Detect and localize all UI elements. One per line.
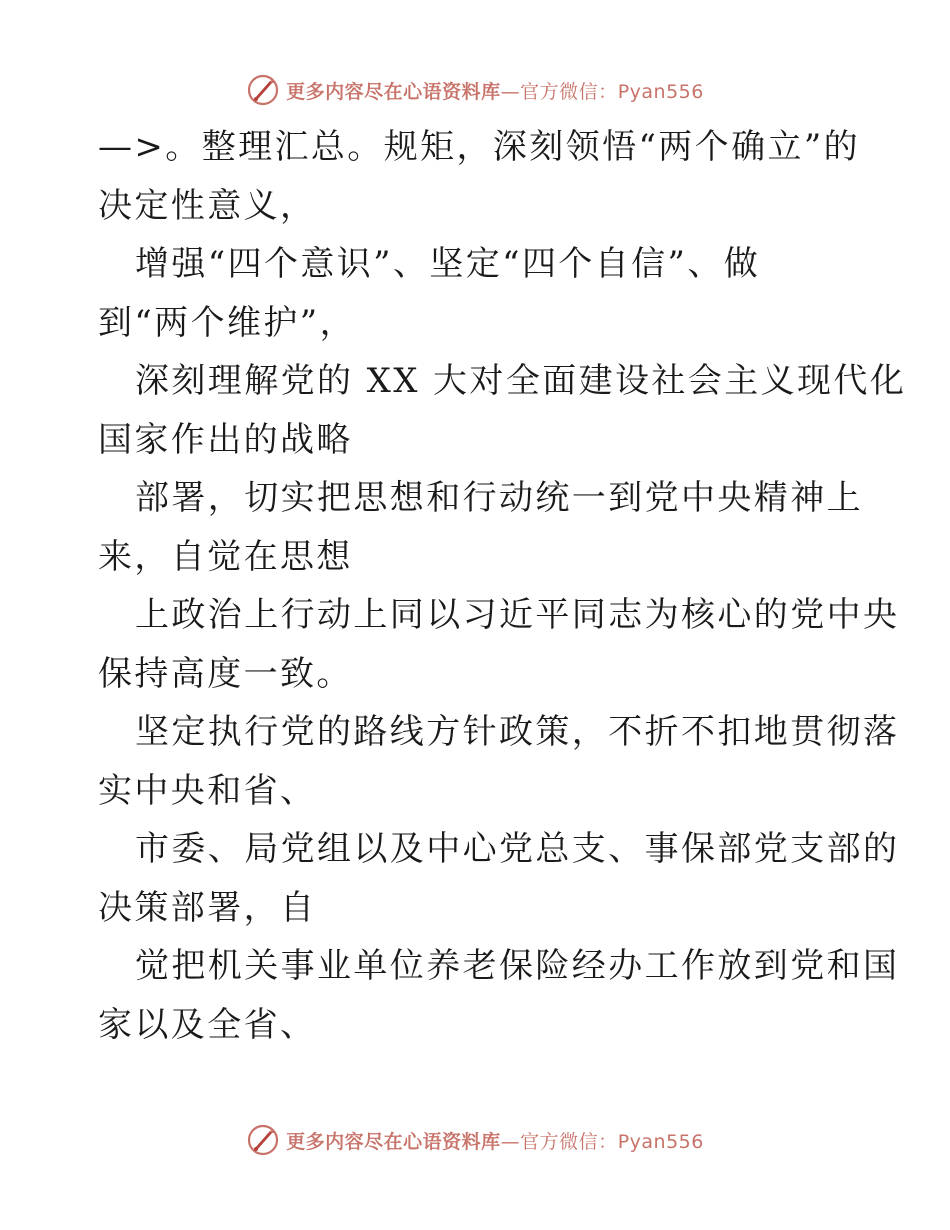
- watermark-id: Pyan556: [617, 80, 704, 103]
- watermark-id: Pyan556: [617, 1130, 704, 1153]
- watermark-text: [286, 1127, 704, 1154]
- text-line: 来，自觉在思想: [98, 536, 353, 577]
- text-line: 决策部署，自: [98, 887, 317, 928]
- header-watermark: [0, 70, 950, 110]
- text-line: 增强“四个意识”、坚定“四个自信”、做: [135, 244, 761, 284]
- text-line: 到“两个维护”，: [98, 302, 356, 343]
- document-body: [98, 118, 907, 1054]
- text-line: 实中央和省、: [98, 770, 317, 811]
- text-line: 市委、局党组以及中心党总支、事保部党支部的: [135, 829, 900, 869]
- watermark-dash: —: [500, 1130, 521, 1153]
- text-line: —>。整理汇总。规矩，深刻领悟“两个确立”的: [98, 127, 861, 167]
- text-line: 深刻理解党的 XX 大对全面建设社会主义现代化: [135, 361, 907, 401]
- watermark-text: [286, 77, 704, 104]
- watermark-label: 官方微信：: [520, 1130, 618, 1153]
- watermark-dash: —: [500, 80, 521, 103]
- quill-pen-logo-icon: [246, 73, 280, 107]
- text-line: 觉把机关事业单位养老保险经办工作放到党和国: [135, 946, 900, 986]
- text-line: 家以及全省、: [98, 1004, 317, 1045]
- quill-pen-logo-icon: [246, 1123, 280, 1157]
- text-line: 国家作出的战略: [98, 419, 353, 460]
- watermark-label: 官方微信：: [520, 80, 618, 103]
- footer-watermark: [0, 1120, 950, 1160]
- text-line: 上政治上行动上同以习近平同志为核心的党中央: [135, 595, 900, 635]
- text-line: 决定性意义，: [98, 185, 317, 226]
- watermark-brand: 更多内容尽在心语资料库: [286, 80, 501, 103]
- text-line: 部署，切实把思想和行动统一到党中央精神上: [135, 478, 863, 518]
- watermark-brand: 更多内容尽在心语资料库: [286, 1130, 501, 1153]
- text-line: 保持高度一致。: [98, 653, 353, 694]
- text-line: 坚定执行党的路线方针政策，不折不扣地贯彻落: [135, 712, 900, 752]
